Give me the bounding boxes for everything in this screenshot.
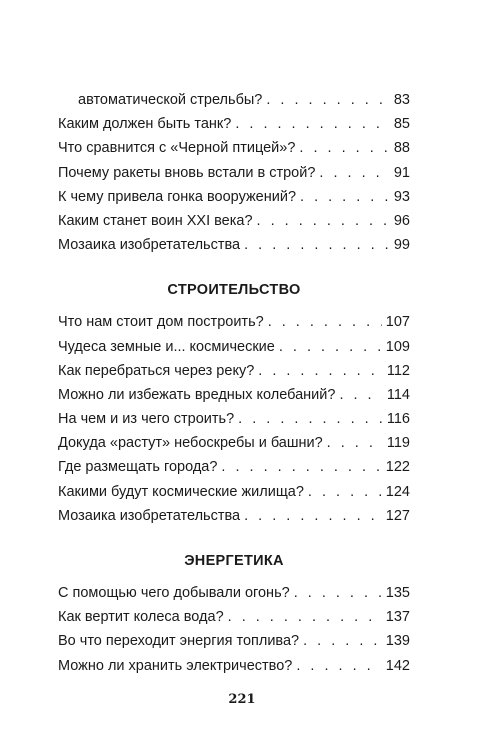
toc-entry-page: 112 — [386, 362, 410, 379]
toc-leader-dots — [257, 209, 390, 233]
toc-entry-title: Почему ракеты вновь встали в строй? — [58, 164, 316, 181]
toc-leader-dots — [266, 88, 390, 112]
toc-entry-page: 142 — [385, 657, 410, 674]
toc-entry-page: 114 — [386, 386, 410, 403]
toc-entry — [58, 335, 410, 359]
toc-section-weapons-continued — [58, 88, 410, 257]
toc-entry — [58, 185, 410, 209]
toc-leader-dots — [294, 581, 382, 605]
toc-entry — [58, 233, 410, 257]
toc-entry — [58, 112, 410, 136]
toc-entry-title: Как перебраться через реку? — [58, 362, 255, 379]
toc-entry-page: 88 — [393, 140, 410, 157]
toc-entry — [58, 161, 410, 185]
toc-leader-dots — [244, 504, 382, 528]
toc-leader-dots — [339, 383, 382, 407]
toc-leader-dots — [235, 112, 390, 136]
toc-entry-page: 107 — [385, 314, 410, 331]
page-number: 221 — [228, 692, 256, 707]
toc-entry-page: 85 — [393, 116, 410, 133]
section-heading: СТРОИТЕЛЬСТВО — [167, 282, 301, 299]
toc-entry-title: Каким станет воин XXI века? — [58, 212, 253, 229]
toc-entry-page: 139 — [385, 633, 410, 650]
table-of-contents — [58, 88, 410, 678]
toc-entry-title: Мозаика изобретательства — [58, 237, 241, 254]
toc-entry-page: 91 — [393, 164, 410, 181]
toc-entry-title: Что сравнится с «Черной птицей»? — [58, 140, 296, 157]
toc-entry — [58, 504, 410, 528]
toc-entry — [58, 605, 410, 629]
toc-entry-title: Можно ли хранить электричество? — [58, 657, 293, 674]
toc-entry-title: Мозаика изобретательства — [58, 507, 241, 524]
toc-entry-page: 137 — [385, 609, 410, 626]
toc-entry — [58, 88, 410, 112]
toc-entry — [58, 654, 410, 678]
toc-leader-dots — [228, 605, 382, 629]
toc-entry-title: На чем и из чего строить? — [58, 411, 235, 428]
toc-leader-dots — [319, 161, 389, 185]
toc-leader-dots — [303, 629, 382, 653]
toc-leader-dots — [221, 455, 381, 479]
toc-entry — [58, 383, 410, 407]
toc-entry-title: Как вертит колеса вода? — [58, 609, 224, 626]
toc-entry — [58, 407, 410, 431]
section-heading: ЭНЕРГЕТИКА — [184, 553, 284, 569]
toc-entry — [58, 359, 410, 383]
toc-leader-dots — [296, 654, 381, 678]
toc-entry-title: Где размещать города? — [58, 459, 218, 476]
toc-entry-page: 122 — [385, 459, 410, 476]
toc-entry-page: 99 — [393, 237, 410, 254]
toc-entry — [58, 310, 410, 334]
toc-entry-title: Докуда «растут» небоскребы и башни? — [58, 435, 323, 452]
toc-entry-page: 109 — [385, 338, 410, 355]
toc-leader-dots — [238, 407, 383, 431]
toc-entry — [58, 455, 410, 479]
toc-leader-dots — [327, 431, 383, 455]
toc-entry-title: Во что переходит энергия топлива? — [58, 633, 300, 650]
toc-entry-page: 116 — [386, 411, 410, 428]
toc-entry-title: К чему привела гонка вооружений? — [58, 188, 297, 205]
toc-entry-page: 127 — [385, 507, 410, 524]
toc-leader-dots — [268, 310, 382, 334]
toc-entry-page: 96 — [393, 212, 410, 229]
toc-leader-dots — [308, 480, 382, 504]
toc-section-construction — [58, 278, 410, 528]
toc-entry-title: С помощью чего добывали огонь? — [58, 585, 290, 601]
toc-entry-title: Чудеса земные и... космические — [58, 338, 275, 355]
toc-leader-dots — [279, 335, 382, 359]
toc-entry — [58, 581, 410, 605]
toc-leader-dots — [299, 136, 389, 160]
toc-entry-page: 83 — [393, 92, 410, 108]
toc-entry-title: Каким должен быть танк? — [58, 116, 232, 133]
toc-entry — [58, 480, 410, 504]
toc-leader-dots — [258, 359, 383, 383]
toc-section-energy — [58, 549, 410, 678]
toc-entry-title: Какими будут космические жилища? — [58, 483, 304, 500]
toc-entry — [58, 136, 410, 160]
toc-entry — [58, 431, 410, 455]
toc-entry — [58, 209, 410, 233]
toc-entry-page: 135 — [385, 585, 410, 601]
toc-entry-page: 93 — [393, 188, 410, 205]
toc-leader-dots — [300, 185, 390, 209]
toc-leader-dots — [244, 233, 390, 257]
toc-entry-page: 119 — [386, 435, 410, 452]
toc-entry-title: Что нам стоит дом построить? — [58, 314, 264, 331]
toc-entry — [58, 629, 410, 653]
toc-entry-title: автоматической стрельбы? — [78, 92, 263, 108]
toc-entry-page: 124 — [385, 483, 410, 500]
toc-entry-title: Можно ли избежать вредных колебаний? — [58, 386, 336, 403]
